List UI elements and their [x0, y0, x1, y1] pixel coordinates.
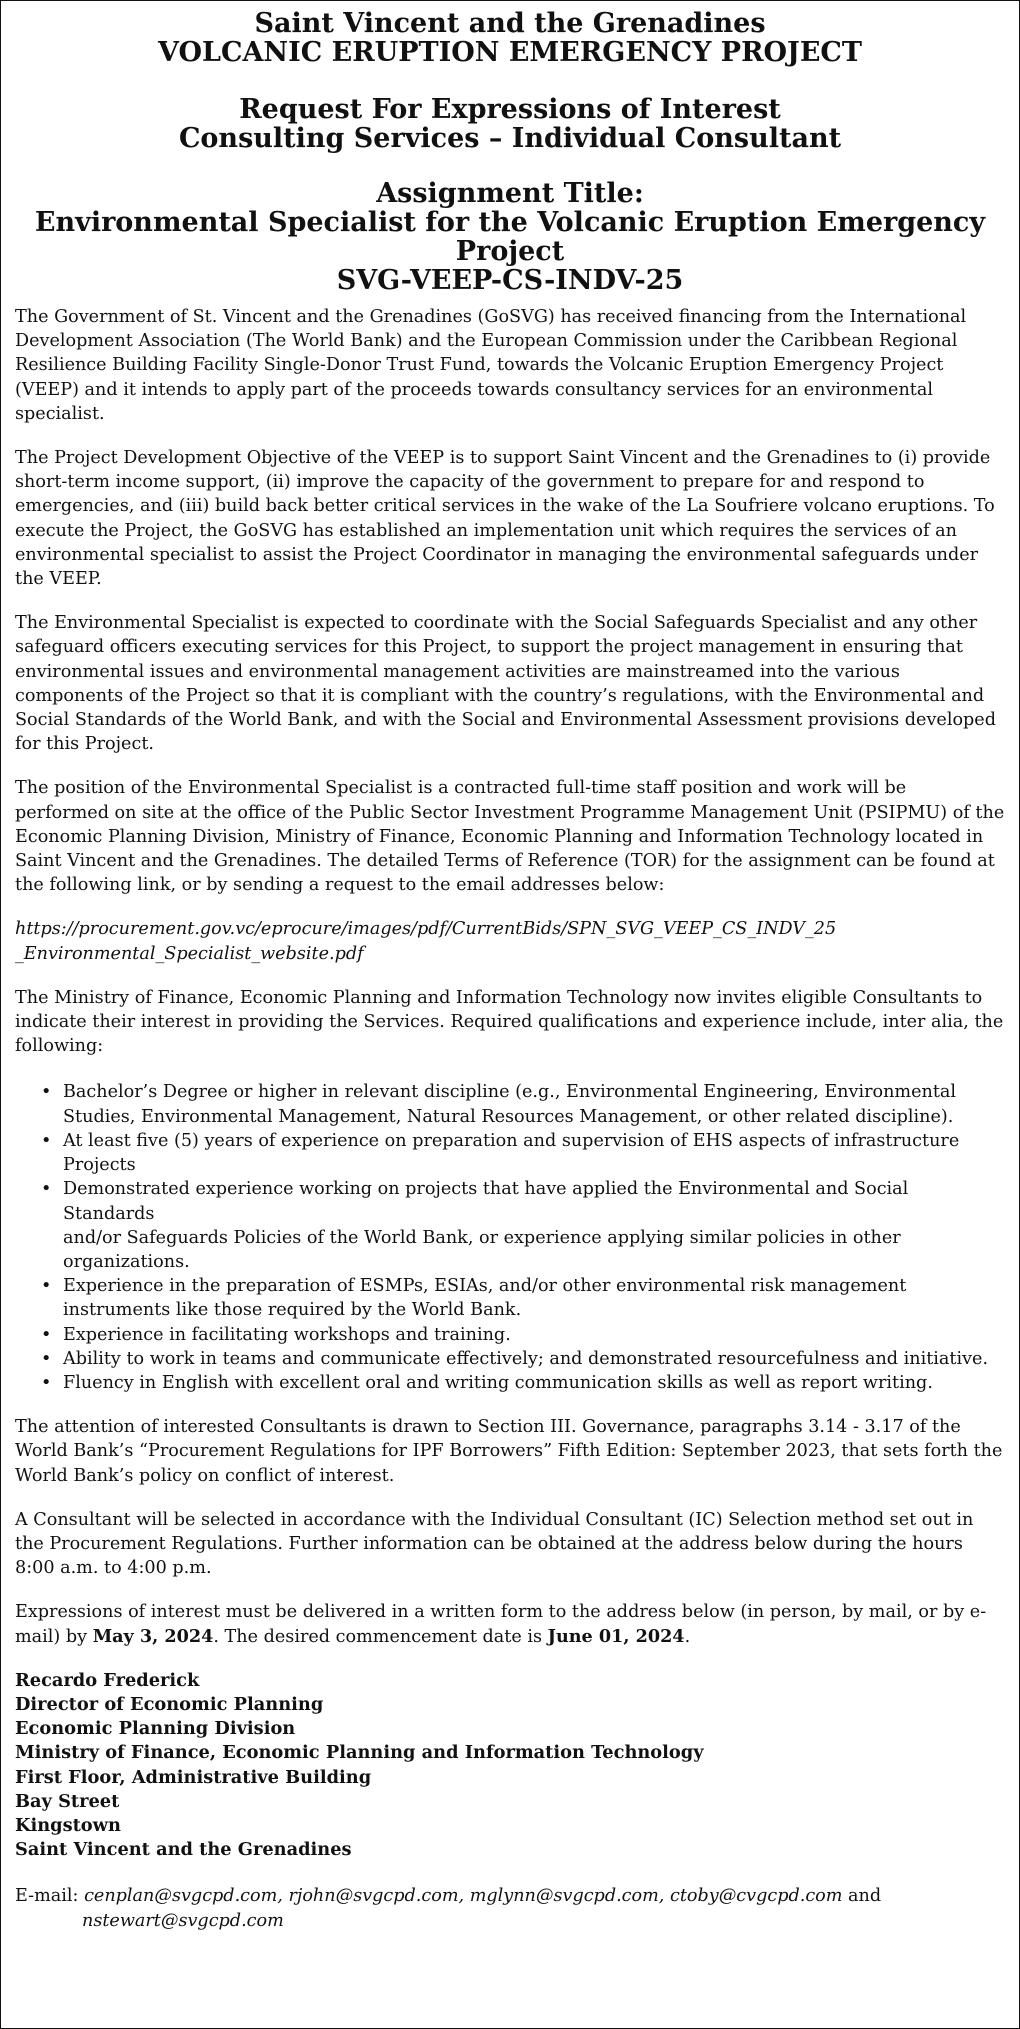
- paragraph-position: The position of the Environmental Specialist is a contracted full-time staff position and work will be performed on site at the office of the Public Sector Investment Programme Management Unit (PSIPMU) of the Economic Planning Division, Ministry of Finance, Economic Planning and Information Technology located in Saint Vincent and the Grenadines. The detailed Terms of Reference (TOR) for the assignment can be found at the following link, or by sending a request to the email addresses below:: [15, 778, 1005, 896]
- contact-name: Recardo Frederick: [15, 1669, 200, 1691]
- contact-city: Kingstown: [15, 1814, 121, 1836]
- list-item: • Demonstrated experience working on projects that have applied the Environmental and Social Standards and/or Safeguards Policies of the World Bank, or experience applying similar policies in other organizations.: [41, 1179, 909, 1272]
- bullet-icon: •: [41, 1179, 52, 1200]
- deadline-date: May 3, 2024: [92, 1625, 214, 1647]
- email-address-last[interactable]: nstewart@svgcpd.com: [82, 1910, 284, 1931]
- paragraph-invitation: The Ministry of Finance, Economic Planning and Information Technology now invites eligible Consultants to indicate their interest in providing the Services. Required qualifications and experience include, inter alia, the following:: [15, 987, 1004, 1057]
- assignment-label: Assignment Title:: [376, 178, 644, 209]
- list-item: • Ability to work in teams and communicate effectively; and demonstrated resourcefulness and initiative.: [63, 1347, 1005, 1371]
- email-contacts: E-mail: cenplan@svgcpd.com, rjohn@svgcpd.com, mglynn@svgcpd.com, ctoby@cvgcpd.com and nstewart@svgcpd.com: [15, 1886, 882, 1931]
- paragraph-role: The Environmental Specialist is expected to coordinate with the Social Safeguards Specialist and any other safeguard officers executing services for this Project, to support the project management in ensuring that environmental issues and environmental management activities are mainstreamed into the various components of the Project so that it is compliant with the country’s regulations, with the Environmental and Social Standards of the World Bank, and with the Social and Environmental Assessment provisions developed for this Project.: [15, 613, 996, 755]
- notice-body: [15, 305, 1005, 1933]
- country-title: Saint Vincent and the Grenadines: [254, 8, 766, 39]
- request-title: Request For Expressions of Interest: [239, 94, 781, 125]
- paragraph-selection-method: A Consultant will be selected in accordance with the Individual Consultant (IC) Selection method set out in the Procurement Regulations. Further information can be obtained at the address below during the hours 8:00 a.m. to 4:00 p.m.: [15, 1509, 974, 1579]
- contact-ministry: Ministry of Finance, Economic Planning and Information Technology: [15, 1742, 704, 1764]
- bullet-icon: •: [41, 1276, 52, 1297]
- assignment-title: Environmental Specialist for the Volcanic Eruption Emergency Project: [34, 207, 986, 267]
- paragraph-financing: The Government of St. Vincent and the Grenadines (GoSVG) has received financing from the International Development Association (The World Bank) and the European Commission under the Caribbean Regional Resilience Building Facility Single-Donor Trust Fund, towards the Volcanic Eruption Emergency Project (VEEP) and it intends to apply part of the proceeds towards consultancy services for an environmental specialist.: [15, 307, 967, 424]
- tor-link[interactable]: [15, 917, 1005, 965]
- notice-header: [15, 9, 1005, 295]
- assignment-reference: SVG-VEEP-CS-INDV-25: [336, 265, 684, 296]
- commencement-date: June 01, 2024: [547, 1625, 685, 1647]
- contact-floor: First Floor, Administrative Building: [15, 1766, 372, 1788]
- list-item: • Bachelor’s Degree or higher in relevant discipline (e.g., Environmental Engineering, Environmental Studies, Environmental Management, Natural Resources Management, or other related discipline).: [41, 1082, 957, 1127]
- contact-address: [15, 1669, 1005, 1863]
- qualifications-list: [15, 1080, 1005, 1395]
- list-item: • At least five (5) years of experience on preparation and supervision of EHS aspects of infrastructure Projects: [41, 1130, 960, 1176]
- tor-link-line1[interactable]: https://procurement.gov.vc/eprocure/images/pdf/CurrentBids/SPN_SVG_VEEP_CS_INDV_25: [15, 919, 837, 940]
- bullet-icon: •: [41, 1372, 52, 1393]
- paragraph-deadline: Expressions of interest must be delivered in a written form to the address below (in person, by mail, or by e-mail) by May 3, 2024. The desired commencement date is June 01, 2024.: [15, 1602, 987, 1647]
- contact-country: Saint Vincent and the Grenadines: [15, 1839, 352, 1861]
- list-item: • Experience in facilitating workshops and training.: [63, 1323, 1005, 1347]
- paragraph-objective: The Project Development Objective of the VEEP is to support Saint Vincent and the Grenadines to (i) provide short-term income support, (ii) improve the capacity of the government to prepare for and respond to emergencies, and (iii) build back better critical services in the wake of the La Soufriere volcano eruptions. To execute the Project, the GoSVG has established an implementation unit which requires the services of an environmental specialist to assist the Project Coordinator in managing the environmental safeguards under the VEEP.: [15, 448, 995, 590]
- bullet-icon: •: [41, 1324, 52, 1345]
- contact-title: Director of Economic Planning: [15, 1693, 324, 1715]
- list-item: • Fluency in English with excellent oral and writing communication skills as well as report writing.: [63, 1371, 1005, 1395]
- services-subtitle: Consulting Services – Individual Consultant: [178, 123, 842, 154]
- tor-link-line2[interactable]: _Environmental_Specialist_website.pdf: [15, 943, 364, 964]
- list-item: • Experience in the preparation of ESMPs, ESIAs, and/or other environmental risk management instruments like those required by the World Bank.: [41, 1276, 907, 1321]
- bullet-icon: •: [41, 1130, 52, 1151]
- bullet-icon: •: [41, 1082, 52, 1103]
- email-addresses[interactable]: cenplan@svgcpd.com, rjohn@svgcpd.com, mglynn@svgcpd.com, ctoby@cvgcpd.com: [84, 1886, 843, 1907]
- paragraph-conflict-of-interest: The attention of interested Consultants is drawn to Section III. Governance, paragraphs 3.14 - 3.17 of the World Bank’s “Procurement Regulations for IPF Borrowers” Fifth Edition: September 2023, that sets forth the World Bank’s policy on conflict of interest.: [15, 1417, 1003, 1486]
- email-label: E-mail:: [15, 1886, 85, 1907]
- project-title: VOLCANIC ERUPTION EMERGENCY PROJECT: [158, 37, 862, 68]
- contact-division: Economic Planning Division: [15, 1718, 296, 1740]
- contact-street: Bay Street: [15, 1790, 120, 1812]
- bullet-icon: •: [41, 1348, 52, 1369]
